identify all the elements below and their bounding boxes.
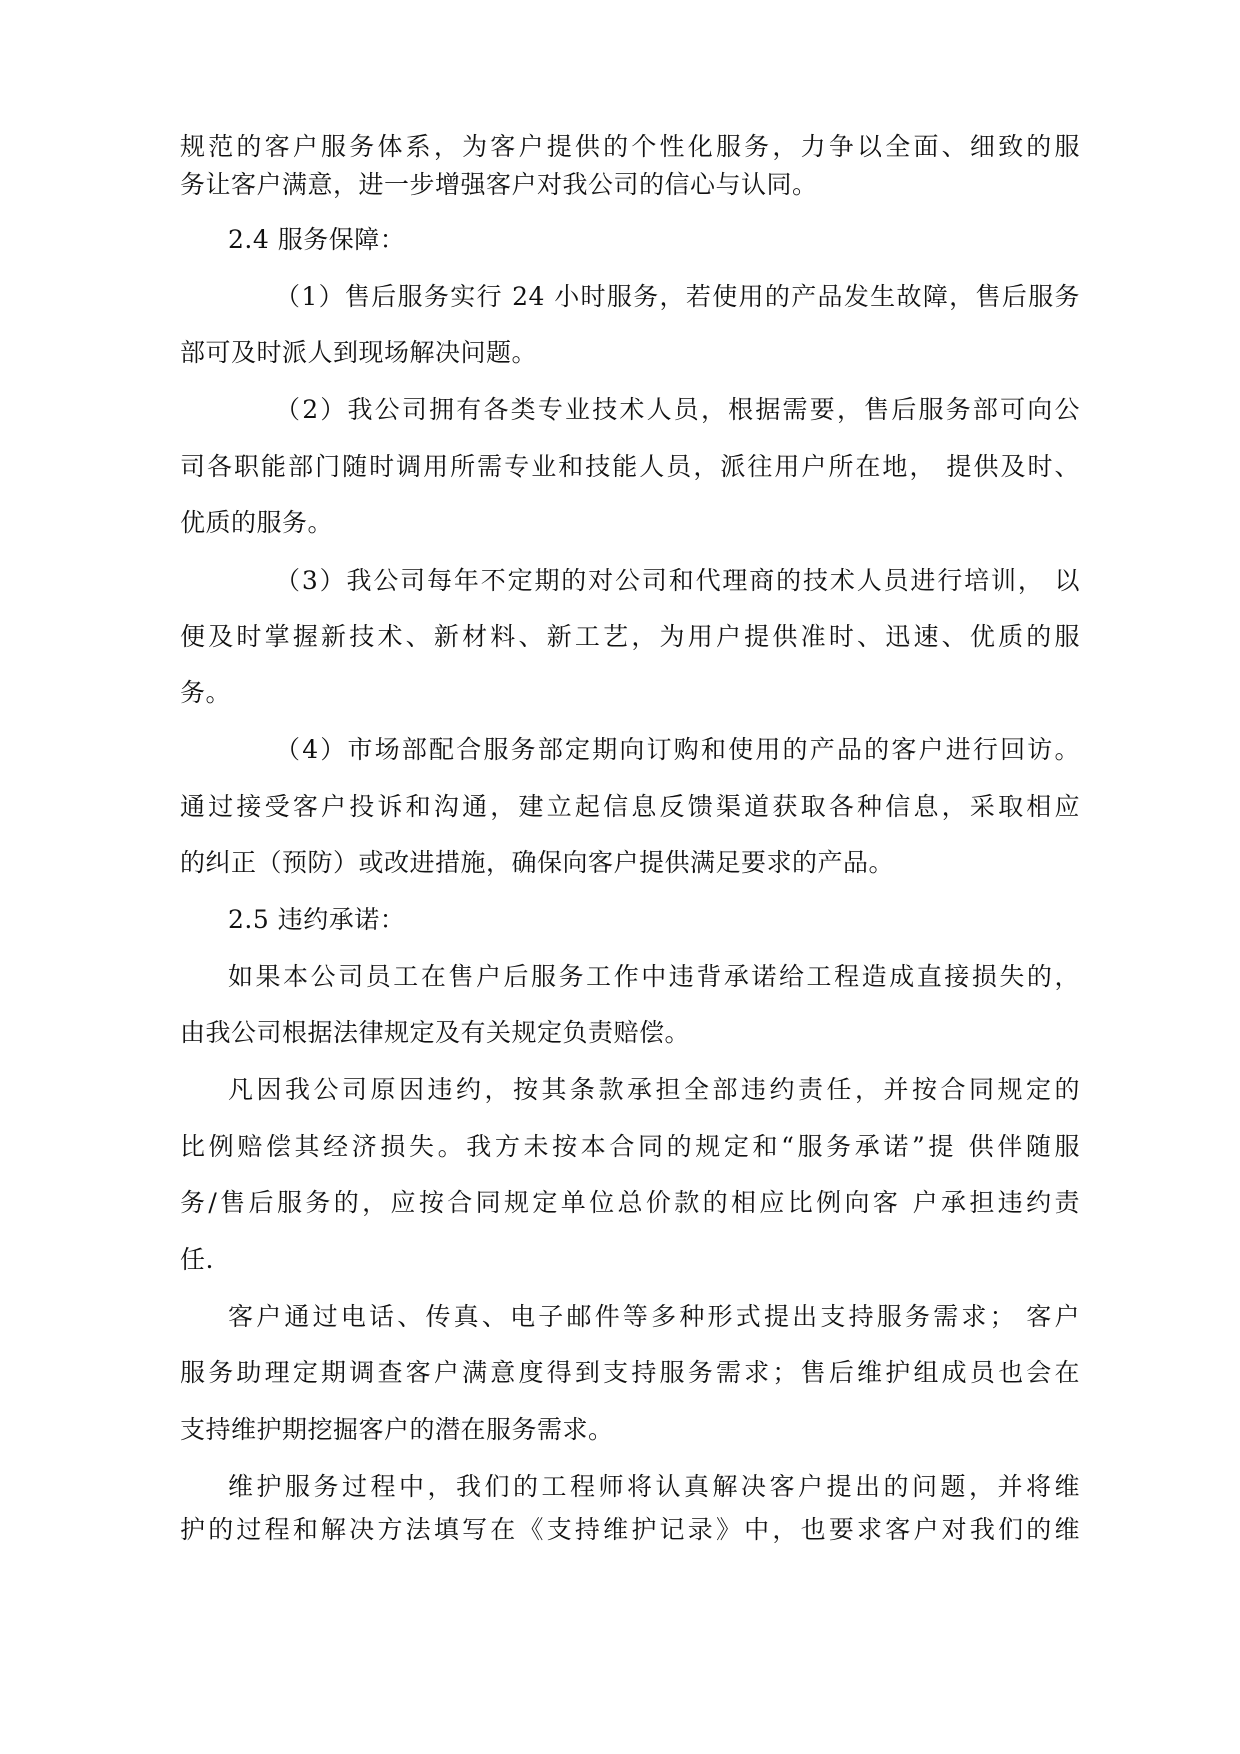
- text-line: 务。: [180, 678, 232, 707]
- text-line: 规范的客户服务体系，为客户提供的个性化服务，力争以全面、细致的服: [180, 132, 1080, 161]
- text-line: 如果本公司员工在售户后服务工作中违背承诺给工程造成直接损失的，: [228, 962, 1080, 991]
- text-line: 部可及时派人到现场解决问题。: [180, 338, 538, 367]
- text-line: 服务助理定期调查客户满意度得到支持服务需求；售后维护组成员也会在: [180, 1358, 1080, 1387]
- text-line: 支持维护期挖掘客户的潜在服务需求。: [180, 1415, 614, 1444]
- text-line: 司各职能部门随时调用所需专业和技能人员，派往用户所在地， 提供及时、: [180, 452, 1080, 481]
- text-line: 比例赔偿其经济损失。我方未按本合同的规定和“服务承诺”提 供伴随服: [180, 1132, 1080, 1161]
- text-line: （1）售后服务实行 24 小时服务，若使用的产品发生故障，售后服务: [275, 282, 1080, 311]
- text-line: 护的过程和解决方法填写在《支持维护记录》中，也要求客户对我们的维: [180, 1515, 1080, 1544]
- text-line: 务/售后服务的，应按合同规定单位总价款的相应比例向客 户承担违约责: [180, 1188, 1080, 1217]
- text-line: 维护服务过程中，我们的工程师将认真解决客户提出的问题，并将维: [228, 1472, 1080, 1501]
- text-line: （4）市场部配合服务部定期向订购和使用的产品的客户进行回访。: [275, 735, 1080, 764]
- text-line: 优质的服务。: [180, 508, 334, 537]
- text-line: 客户通过电话、传真、电子邮件等多种形式提出支持服务需求； 客户: [228, 1302, 1080, 1331]
- text-line: 务让客户满意，进一步增强客户对我公司的信心与认同。: [180, 170, 818, 199]
- text-line: 任.: [180, 1245, 214, 1274]
- text-line: 凡因我公司原因违约，按其条款承担全部违约责任，并按合同规定的: [228, 1075, 1080, 1104]
- section-heading: 2.4 服务保障：: [228, 225, 406, 254]
- text-line: 通过接受客户投诉和沟通，建立起信息反馈渠道获取各种信息，采取相应: [180, 792, 1080, 821]
- text-line: 由我公司根据法律规定及有关规定负责赔偿。: [180, 1018, 691, 1047]
- section-heading: 2.5 违约承诺：: [228, 905, 406, 934]
- text-line: （2）我公司拥有各类专业技术人员，根据需要，售后服务部可向公: [275, 395, 1080, 424]
- text-line: 便及时掌握新技术、新材料、新工艺，为用户提供准时、迅速、优质的服: [180, 622, 1080, 651]
- text-line: 的纠正（预防）或改进措施，确保向客户提供满足要求的产品。: [180, 848, 895, 877]
- text-line: （3）我公司每年不定期的对公司和代理商的技术人员进行培训， 以: [275, 566, 1080, 595]
